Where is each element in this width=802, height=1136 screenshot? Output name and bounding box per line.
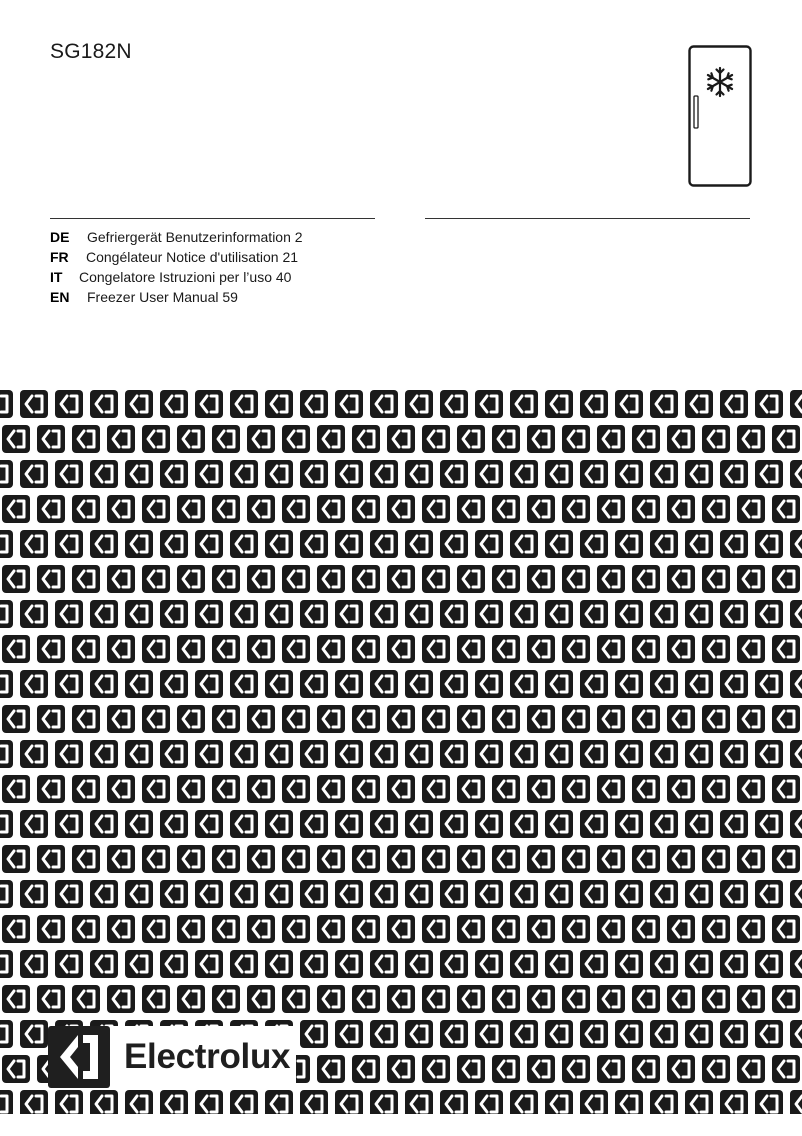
language-title: Gefriergerät Benutzerinformation 2 <box>87 229 303 245</box>
language-entry-fr <box>50 247 303 267</box>
electrolux-logo <box>48 1026 296 1088</box>
language-index <box>50 227 303 307</box>
language-title: Congélateur Notice d'utilisation 21 <box>86 249 299 265</box>
language-entry-it <box>50 267 303 287</box>
language-code: FR <box>50 249 69 265</box>
upright-freezer-snowflake-icon <box>688 45 752 187</box>
electrolux-logo-pattern <box>0 384 802 1114</box>
language-title: Freezer User Manual 59 <box>87 289 238 305</box>
language-entry-en <box>50 287 303 307</box>
language-code: IT <box>50 269 63 285</box>
language-code: EN <box>50 289 70 305</box>
language-code: DE <box>50 229 70 245</box>
divider-left <box>50 218 375 219</box>
electrolux-logo-icon <box>48 1026 110 1088</box>
divider-right <box>425 218 750 219</box>
brand-name: Electrolux <box>124 1037 291 1076</box>
model-number: SG182N <box>50 40 132 63</box>
language-entry-de <box>50 227 303 247</box>
language-title: Congelatore Istruzioni per l’uso 40 <box>79 269 292 285</box>
